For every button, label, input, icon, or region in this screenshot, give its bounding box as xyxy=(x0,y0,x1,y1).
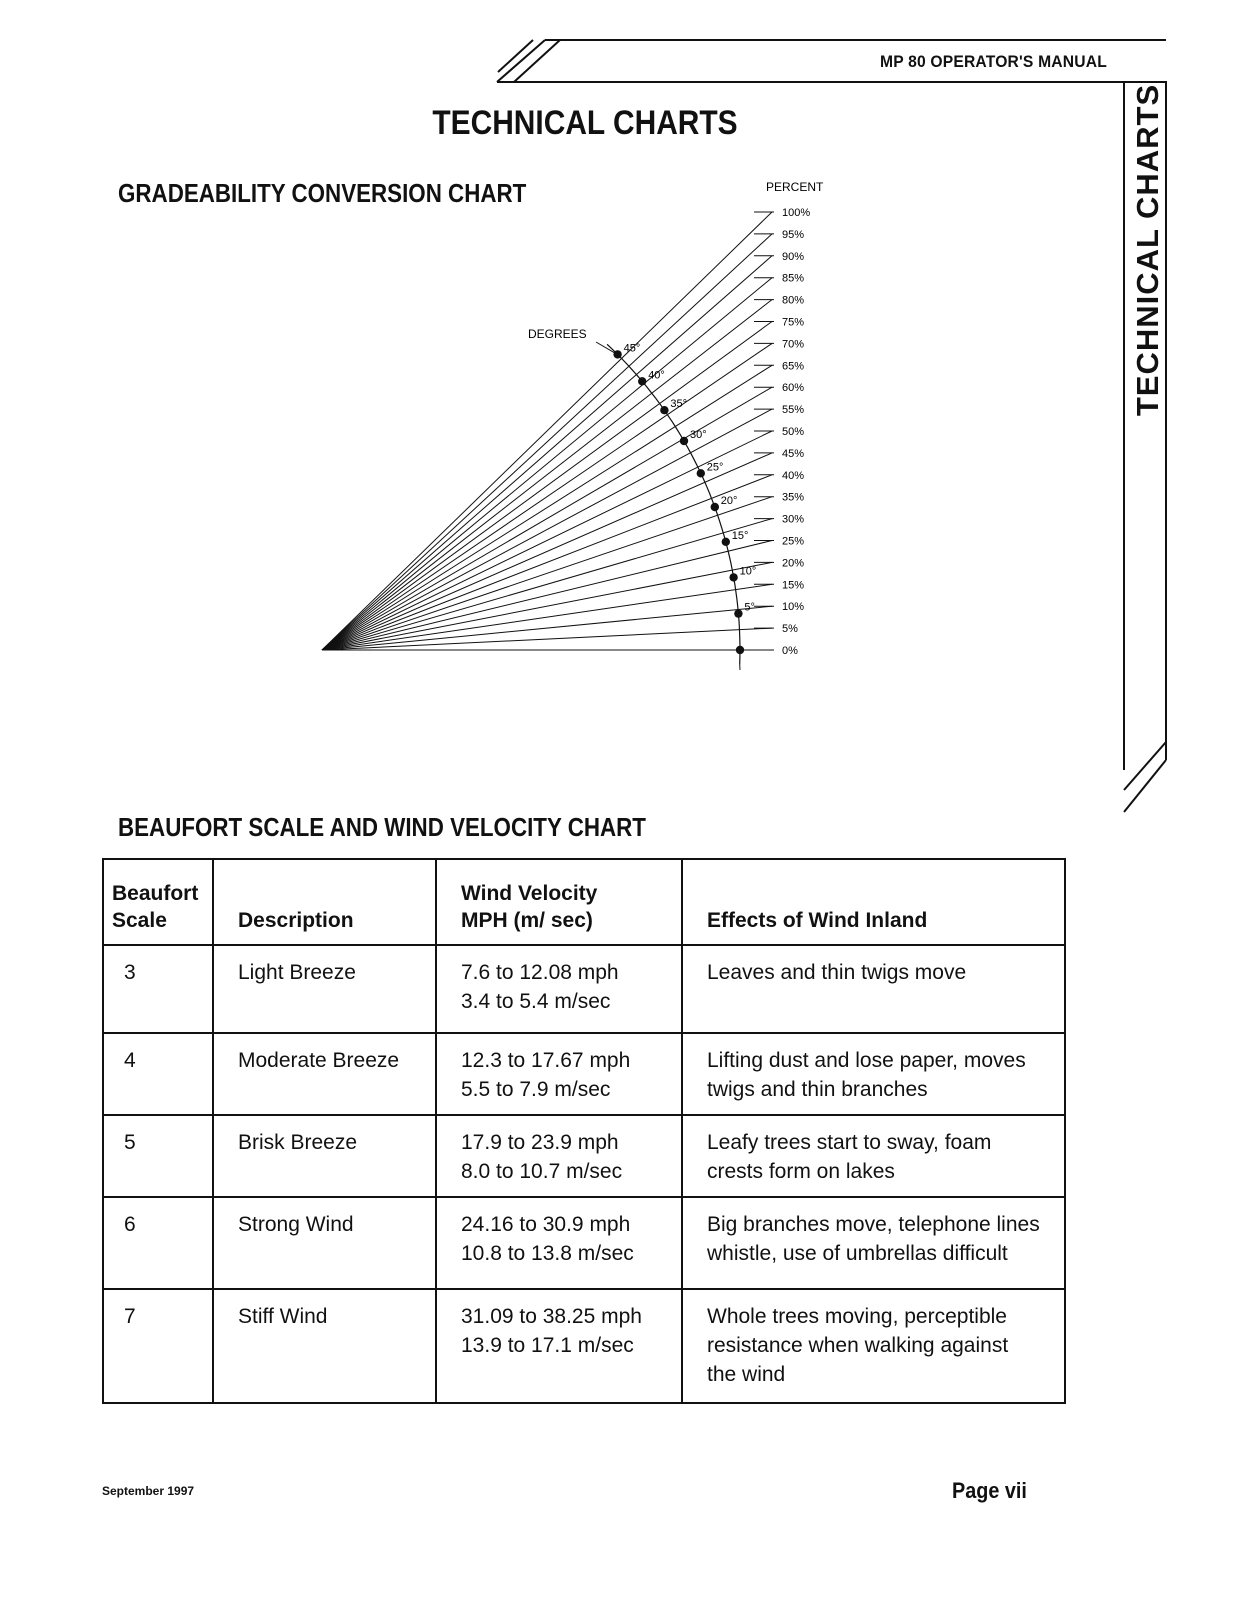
percent-label: 40% xyxy=(782,469,805,482)
cell-description: Light Breeze xyxy=(213,945,436,1033)
percent-axis-label: PERCENT xyxy=(766,180,824,194)
percent-label: 45% xyxy=(782,447,805,460)
percent-line-95 xyxy=(322,234,772,650)
beaufort-table xyxy=(102,858,1066,1404)
percent-line-55 xyxy=(322,409,772,650)
degree-label: 35° xyxy=(670,398,688,411)
percent-line-70 xyxy=(322,343,772,650)
header-description: Description xyxy=(213,859,436,945)
percent-lines xyxy=(322,207,810,657)
percent-label: 35% xyxy=(782,491,805,504)
percent-line-75 xyxy=(322,322,772,651)
percent-label: 80% xyxy=(782,294,805,307)
percent-label: 25% xyxy=(782,535,805,548)
degree-label: 40° xyxy=(648,369,665,382)
cell-effects: Leaves and thin twigs move xyxy=(682,945,1065,1033)
footer-date: September 1997 xyxy=(102,1484,195,1498)
cell-velocity: 12.3 to 17.67 mph 5.5 to 7.9 m/sec xyxy=(436,1033,682,1115)
percent-label: 30% xyxy=(782,513,805,526)
beaufort-title: BEAUFORT SCALE AND WIND VELOCITY CHART xyxy=(118,812,646,842)
percent-label: 90% xyxy=(782,250,805,263)
cell-description: Brisk Breeze xyxy=(213,1115,436,1197)
degree-mark-5 xyxy=(734,609,742,617)
table-header-row xyxy=(103,859,1065,945)
percent-line-5 xyxy=(322,628,772,650)
percent-label: 20% xyxy=(782,557,805,570)
manual-title: MP 80 OPERATOR'S MANUAL xyxy=(880,52,1107,71)
header-effects: Effects of Wind Inland xyxy=(682,859,1065,945)
degree-mark-15 xyxy=(722,538,730,546)
degree-label: 20° xyxy=(720,495,738,507)
header-wind-velocity: Wind Velocity MPH (m/ sec) xyxy=(436,859,682,945)
percent-label: 5% xyxy=(782,623,798,636)
degree-mark-10 xyxy=(729,573,737,581)
table-row xyxy=(103,945,1065,1033)
percent-label: 55% xyxy=(782,404,805,417)
cell-scale: 5 xyxy=(103,1115,213,1197)
percent-label: 65% xyxy=(782,360,805,373)
page-title: TECHNICAL CHARTS xyxy=(432,104,738,142)
degrees-axis-label: DEGREES xyxy=(528,327,587,341)
percent-label: 100% xyxy=(782,207,811,219)
percent-label: 85% xyxy=(782,272,805,285)
cell-scale: 7 xyxy=(103,1289,213,1403)
cell-velocity: 24.16 to 30.9 mph 10.8 to 13.8 m/sec xyxy=(436,1197,682,1289)
cell-scale: 6 xyxy=(103,1197,213,1289)
degree-mark-25 xyxy=(697,469,705,477)
cell-description: Stiff Wind xyxy=(213,1289,436,1403)
table-row xyxy=(103,1033,1065,1115)
percent-label: 10% xyxy=(782,601,805,614)
cell-scale: 3 xyxy=(103,945,213,1033)
side-tab-label: TECHNICAL CHARTS xyxy=(1130,83,1165,417)
degree-label: 5° xyxy=(744,601,755,614)
table-row xyxy=(103,1115,1065,1197)
degree-label: 10° xyxy=(739,565,757,578)
percent-line-40 xyxy=(322,475,772,650)
percent-label: 15% xyxy=(782,579,805,592)
cell-effects: Leafy trees start to sway, foam crests form on lakes xyxy=(682,1115,1065,1197)
degree-mark-0 xyxy=(736,646,744,654)
degree-mark-40 xyxy=(638,377,646,385)
header-beaufort-scale: Beaufort Scale xyxy=(103,859,213,945)
cell-description: Moderate Breeze xyxy=(213,1033,436,1115)
cell-velocity: 17.9 to 23.9 mph 8.0 to 10.7 m/sec xyxy=(436,1115,682,1197)
cell-scale: 4 xyxy=(103,1033,213,1115)
cell-velocity: 7.6 to 12.08 mph 3.4 to 5.4 m/sec xyxy=(436,945,682,1033)
cell-effects: Lifting dust and lose paper, moves twigs and thin branches xyxy=(682,1033,1065,1115)
cell-effects: Big branches move, telephone lines whistle, use of umbrellas difficult xyxy=(682,1197,1065,1289)
cell-effects: Whole trees moving, perceptible resistance when walking against the wind xyxy=(682,1289,1065,1403)
degree-label: 15° xyxy=(731,529,749,542)
percent-line-90 xyxy=(322,256,772,650)
degree-mark-20 xyxy=(711,503,719,511)
degree-label: 25° xyxy=(706,461,724,474)
table-row xyxy=(103,1197,1065,1289)
percent-label: 95% xyxy=(782,228,805,241)
percent-line-25 xyxy=(322,541,772,651)
percent-line-65 xyxy=(322,365,772,650)
degree-mark-35 xyxy=(660,406,668,414)
percent-label: 75% xyxy=(782,316,805,329)
degree-label: 30° xyxy=(690,429,707,441)
cell-description: Strong Wind xyxy=(213,1197,436,1289)
table-row xyxy=(103,1289,1065,1403)
degree-mark-45 xyxy=(613,350,621,358)
degree-mark-30 xyxy=(680,437,688,445)
percent-label: 70% xyxy=(782,338,805,351)
percent-label: 50% xyxy=(782,426,805,438)
gradeability-title: GRADEABILITY CONVERSION CHART xyxy=(118,178,527,208)
percent-line-60 xyxy=(322,387,772,650)
page-number: Page vii xyxy=(952,1478,1027,1503)
percent-line-10 xyxy=(322,606,772,650)
percent-line-20 xyxy=(322,562,772,650)
percent-label: 0% xyxy=(782,645,798,657)
percent-line-35 xyxy=(322,497,772,650)
percent-label: 60% xyxy=(782,382,805,395)
degree-label: 45° xyxy=(623,342,641,355)
cell-velocity: 31.09 to 38.25 mph 13.9 to 17.1 m/sec xyxy=(436,1289,682,1403)
